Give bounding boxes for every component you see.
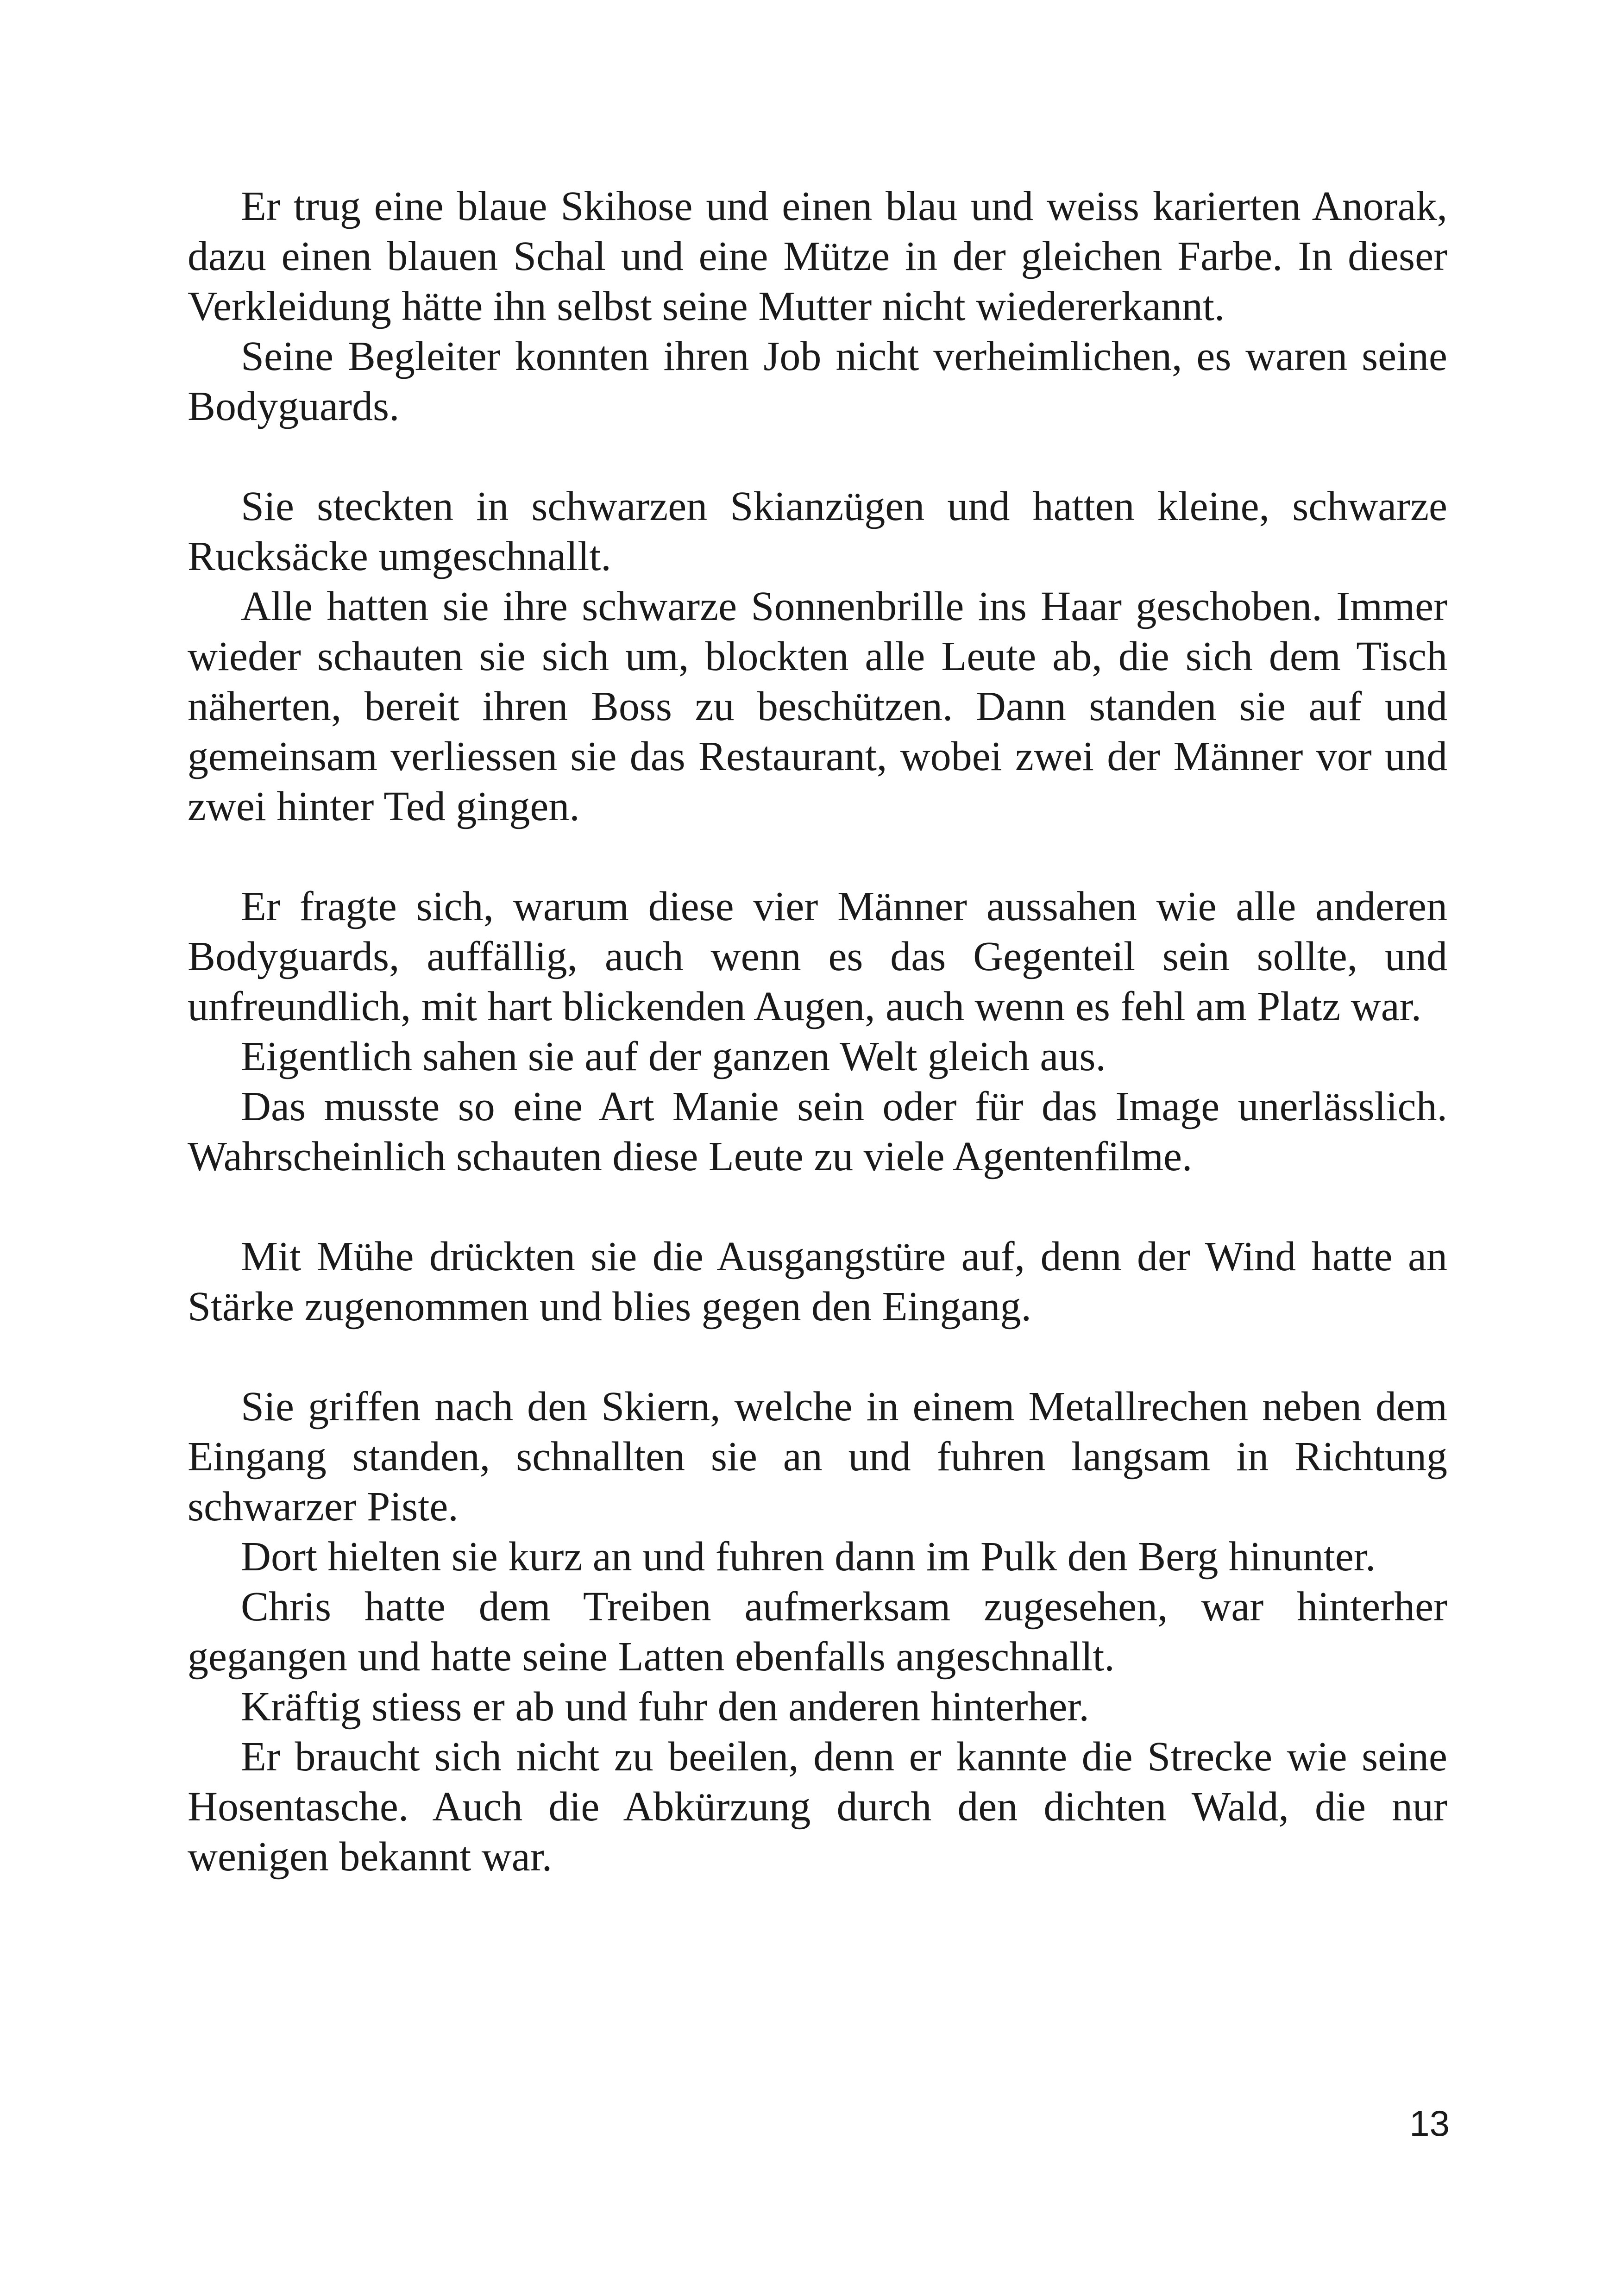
- paragraph-8: Mit Mühe drückten sie die Ausgangstüre auf, denn der Wind hatte an Stärke zugenommen und blies gegen den Eingang.: [188, 1234, 1447, 1330]
- paragraph-3: Sie steckten in schwarzen Skianzügen und hatten kleine, schwarze Rucksäcke umgeschnallt.: [188, 483, 1447, 579]
- paragraph-7: Das musste so eine Art Manie sein oder für das Image unerlässlich. Wahrscheinlich schauten diese Leute zu viele Agentenfilme.: [188, 1084, 1447, 1179]
- paragraph-11: Chris hatte dem Treiben aufmerksam zugesehen, war hinterher gegangen und hatte seine Latten ebenfalls angeschnallt.: [188, 1584, 1447, 1680]
- paragraph-12: Kräftig stiess er ab und fuhr den anderen hinterher.: [241, 1684, 1089, 1730]
- paragraph-13: Er braucht sich nicht zu beeilen, denn er kannte die Strecke wie seine Hosentasche. Auch die Abkürzung durch den dichten Wald, die nur wenigen bekannt war.: [188, 1734, 1447, 1880]
- paragraph-10: Dort hielten sie kurz an und fuhren dann im Pulk den Berg hinunter.: [241, 1534, 1376, 1580]
- paragraph-6: Eigentlich sahen sie auf der ganzen Welt gleich aus.: [241, 1034, 1106, 1079]
- paragraph-4: Alle hatten sie ihre schwarze Sonnenbrille ins Haar geschoben. Immer wieder schauten sie sich um, blockten alle Leute ab, die sich dem Tisch näherten, bereit ihren Boss zu beschützen. Dann standen sie auf und gemeinsam verliessen sie das Restaurant, wobei zwei der Männer vor und zwei hinter Ted gingen.: [188, 583, 1447, 829]
- paragraph-2: Seine Begleiter konnten ihren Job nicht verheimlichen, es waren seine Bodyguards.: [188, 333, 1447, 429]
- page-number: 13: [1409, 2103, 1450, 2144]
- paragraph-spacer: [188, 1182, 1447, 1232]
- body-text: [188, 182, 1447, 1882]
- paragraph-1: Er trug eine blaue Skihose und einen blau und weiss karierten Anorak, dazu einen blauen Schal und eine Mütze in der gleichen Farbe. In dieser Verkleidung hätte ihn selbst seine Mutter nicht wiedererkannt.: [188, 183, 1447, 329]
- paragraph-5: Er fragte sich, warum diese vier Männer aussahen wie alle anderen Bodyguards, auffällig, auch wenn es das Gegenteil sein sollte, und unfreundlich, mit hart blickenden Augen, auch wenn es fehl am Platz war.: [188, 884, 1447, 1029]
- paragraph-spacer: [188, 432, 1447, 482]
- paragraph-9: Sie griffen nach den Skiern, welche in einem Metallrechen neben dem Eingang standen, schnallten sie an und fuhren langsam in Richtung schwarzer Piste.: [188, 1384, 1447, 1530]
- paragraph-spacer: [188, 1332, 1447, 1382]
- paragraph-spacer: [188, 832, 1447, 882]
